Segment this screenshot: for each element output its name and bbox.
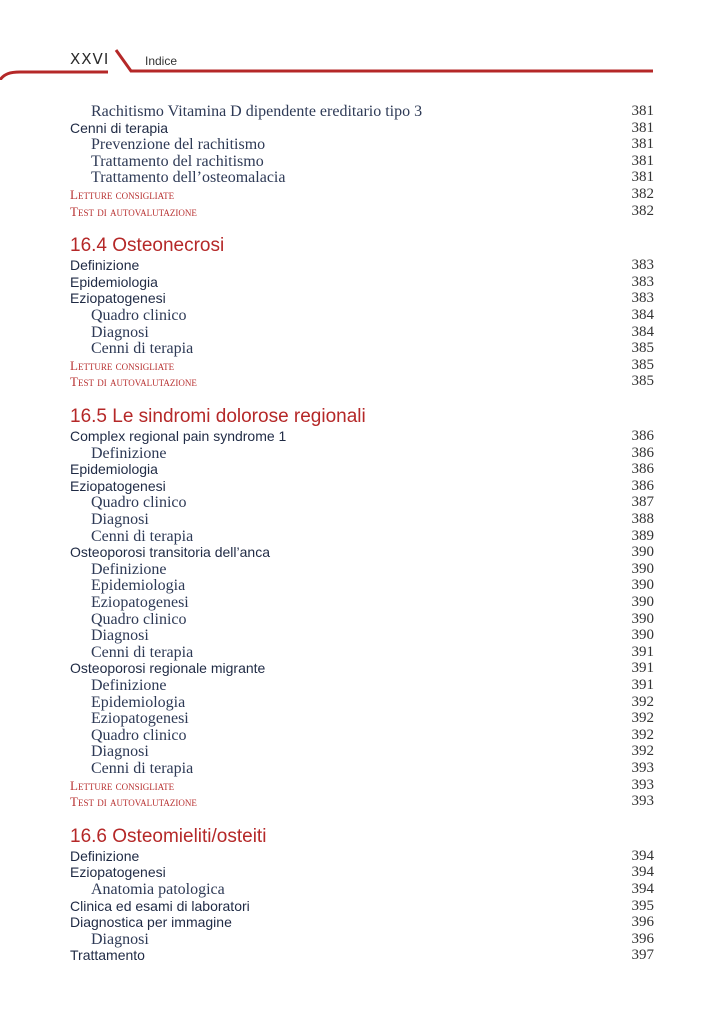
toc-entry[interactable]	[70, 340, 654, 357]
toc-entry-page: 390	[631, 594, 654, 610]
toc-entry[interactable]	[70, 710, 654, 727]
toc-entry-page: 381	[631, 119, 654, 136]
toc-entry-title: Diagnosi	[91, 930, 149, 948]
toc-entry[interactable]	[70, 544, 654, 561]
toc-entry[interactable]	[70, 511, 654, 528]
toc-entry-page: 394	[631, 847, 654, 864]
toc-entry-title: Letture consigliate	[70, 187, 175, 202]
toc-entry[interactable]	[70, 694, 654, 711]
toc-entry-title: Quadro clinico	[91, 610, 187, 628]
toc-entry[interactable]	[70, 373, 654, 390]
toc-entry-page: 386	[631, 461, 654, 478]
toc-entry[interactable]	[70, 428, 654, 445]
toc-entry-title: Cenni di terapia	[91, 643, 194, 661]
toc-entry-title: Definizione	[91, 444, 167, 462]
toc-entry-page: 393	[631, 793, 654, 810]
section-heading: 16.5 Le sindromi dolorose regionali	[70, 406, 366, 427]
toc-entry-page: 397	[631, 947, 654, 964]
toc-entry[interactable]	[70, 727, 654, 744]
toc-entry-page: 381	[631, 103, 654, 119]
toc-entry-page: 384	[631, 323, 654, 340]
toc-entry-title: Prevenzione del rachitismo	[91, 136, 266, 154]
toc-entry[interactable]	[70, 777, 654, 794]
running-header-title: Indice	[145, 54, 178, 68]
toc-entry-page: 390	[631, 577, 654, 594]
toc-entry-title: Trattamento	[70, 947, 145, 964]
toc-entry[interactable]	[70, 478, 654, 495]
toc-entry[interactable]	[70, 307, 654, 324]
toc-entry-title: Trattamento dell’osteomalacia	[91, 169, 286, 187]
toc-entry[interactable]	[70, 577, 654, 594]
toc-entry[interactable]	[70, 324, 654, 341]
toc-entry-page: 391	[631, 660, 654, 677]
toc-entry-page: 394	[631, 881, 654, 897]
toc-entry-title: Diagnostica per immagine	[70, 914, 232, 931]
section-heading: 16.4 Osteonecrosi	[70, 235, 225, 257]
toc-entry-title: Quadro clinico	[91, 726, 187, 744]
toc-entry-page: 391	[631, 677, 654, 693]
toc-entry[interactable]	[70, 793, 654, 810]
toc-entry-title: Epidemiologia	[70, 461, 158, 478]
toc-entry-title: Quadro clinico	[91, 494, 187, 512]
toc-entry[interactable]	[70, 677, 654, 694]
toc-entry[interactable]	[70, 627, 654, 644]
toc-entry[interactable]	[70, 494, 654, 511]
toc-entry-title: Clinica ed esami di laboratori	[70, 897, 250, 914]
toc-entry-page: 396	[631, 930, 654, 947]
toc-entry[interactable]	[70, 660, 654, 677]
toc-entry-title: Letture consigliate	[70, 777, 175, 793]
toc-entry-page: 395	[631, 897, 654, 914]
toc-entry[interactable]	[70, 881, 654, 898]
toc-entry[interactable]	[70, 743, 654, 760]
toc-entry-page: 390	[631, 544, 654, 561]
toc-entry-page: 381	[631, 152, 654, 169]
toc-entry-title: Rachitismo Vitamina D dipendente ereditario tipo 3	[91, 103, 423, 120]
toc-entry-title: Cenni di terapia	[91, 527, 194, 545]
toc-entry-page: 396	[631, 914, 654, 931]
toc-entry-page: 387	[631, 494, 654, 511]
toc-entry[interactable]	[70, 644, 654, 661]
page-header	[0, 0, 723, 80]
toc-entry-page: 390	[631, 610, 654, 627]
toc-entry[interactable]	[70, 594, 654, 611]
toc-entry-page: 392	[631, 726, 654, 743]
toc-entry-title: Cenni di terapia	[91, 760, 194, 777]
toc-entry-title: Diagnosi	[91, 323, 149, 341]
toc-entry-page: 393	[631, 776, 654, 793]
toc-entry[interactable]	[70, 257, 654, 274]
header-rule	[0, 0, 723, 80]
toc-entry-page: 385	[631, 340, 654, 357]
toc-entry-page: 386	[631, 477, 654, 494]
toc-entry-title: Epidemiologia	[70, 273, 158, 290]
toc-entry-page: 388	[631, 511, 654, 527]
toc-entry[interactable]	[70, 848, 654, 865]
toc-entry-page: 392	[631, 710, 654, 727]
toc-entry[interactable]	[70, 461, 654, 478]
toc-entry[interactable]	[70, 357, 654, 374]
toc-entry-title: Complex regional pain syndrome 1	[70, 428, 287, 444]
toc-entry[interactable]	[70, 203, 654, 220]
toc-entry-page: 383	[631, 257, 654, 274]
toc-entry[interactable]	[70, 898, 654, 915]
toc-entry-page: 392	[631, 693, 654, 710]
toc-entry[interactable]	[70, 947, 654, 964]
toc-entry-title: Definizione	[70, 257, 140, 274]
toc-entry[interactable]	[70, 611, 654, 628]
toc-entry-title: Letture consigliate	[70, 357, 175, 373]
toc-entry-page: 385	[631, 373, 654, 390]
toc-entry-page: 383	[631, 273, 654, 290]
toc-entry-page: 384	[631, 307, 654, 323]
toc-entry-page: 386	[631, 428, 654, 444]
toc-entry[interactable]	[70, 561, 654, 578]
toc-entry[interactable]	[70, 864, 654, 881]
toc-entry-title: Eziopatogenesi	[70, 864, 166, 881]
toc-entry-title: Anatomia patologica	[91, 881, 225, 898]
toc-entry-title: Osteoporosi transitoria dell’anca	[70, 544, 270, 561]
section-heading: 16.6 Osteomieliti/osteiti	[70, 825, 267, 847]
toc-entry[interactable]	[70, 103, 654, 120]
toc-entry-page: 390	[631, 560, 654, 577]
toc-entry-title: Eziopatogenesi	[70, 477, 166, 494]
page-number: XXVI	[70, 50, 110, 68]
toc-entry[interactable]	[70, 153, 654, 170]
toc-entry-page: 382	[631, 186, 654, 202]
toc-entry-title: Eziopatogenesi	[70, 290, 166, 307]
toc-entry-page: 392	[631, 743, 654, 760]
toc-entry[interactable]	[70, 528, 654, 545]
toc-entry-page: 385	[631, 356, 654, 373]
toc-entry-page: 383	[631, 290, 654, 307]
toc-entry-title: Diagnosi	[91, 511, 149, 528]
toc-entry-title: Cenni di terapia	[70, 119, 169, 136]
toc-entry-title: Diagnosi	[91, 627, 149, 645]
toc-entry[interactable]	[70, 760, 654, 777]
toc-entry-title: Test di autovalutazione	[70, 203, 197, 219]
toc-entry-title: Test di autovalutazione	[70, 794, 197, 810]
toc-entry-title: Trattamento del rachitismo	[91, 152, 264, 170]
toc-entry-page: 381	[631, 169, 654, 186]
toc-entry-page: 386	[631, 444, 654, 461]
toc-entry[interactable]	[70, 914, 654, 931]
toc-entry[interactable]	[70, 445, 654, 462]
toc-entry-page: 381	[631, 136, 654, 153]
toc-entry-page: 389	[631, 527, 654, 544]
toc-entry-page: 390	[631, 627, 654, 644]
toc-entry[interactable]	[70, 931, 654, 948]
toc-entry[interactable]	[70, 136, 654, 153]
toc-entry[interactable]	[70, 186, 654, 203]
toc-entry[interactable]	[70, 290, 654, 307]
toc-entry-page: 394	[631, 864, 654, 881]
toc-entry-page: 391	[631, 643, 654, 660]
toc-entry-title: Osteoporosi regionale migrante	[70, 660, 266, 677]
toc-entry-title: Eziopatogenesi	[91, 594, 189, 611]
toc-entry[interactable]	[70, 120, 654, 137]
toc-entry[interactable]	[70, 274, 654, 291]
toc-entry-page: 393	[631, 760, 654, 776]
toc-entry-title: Cenni di terapia	[91, 340, 194, 358]
toc-entry-title: Eziopatogenesi	[91, 710, 189, 728]
toc-entry-title: Quadro clinico	[91, 307, 187, 324]
toc-entry-title: Diagnosi	[91, 743, 149, 761]
toc-entry-title: Epidemiologia	[91, 577, 186, 595]
toc-entry[interactable]	[70, 169, 654, 186]
toc-entry-title: Test di autovalutazione	[70, 374, 197, 390]
toc-entry-title: Epidemiologia	[91, 693, 186, 711]
toc-entry-title: Definizione	[70, 847, 140, 864]
toc-entry-title: Definizione	[91, 560, 167, 578]
toc-entry-page: 382	[631, 202, 654, 219]
toc-entry-title: Definizione	[91, 677, 167, 694]
